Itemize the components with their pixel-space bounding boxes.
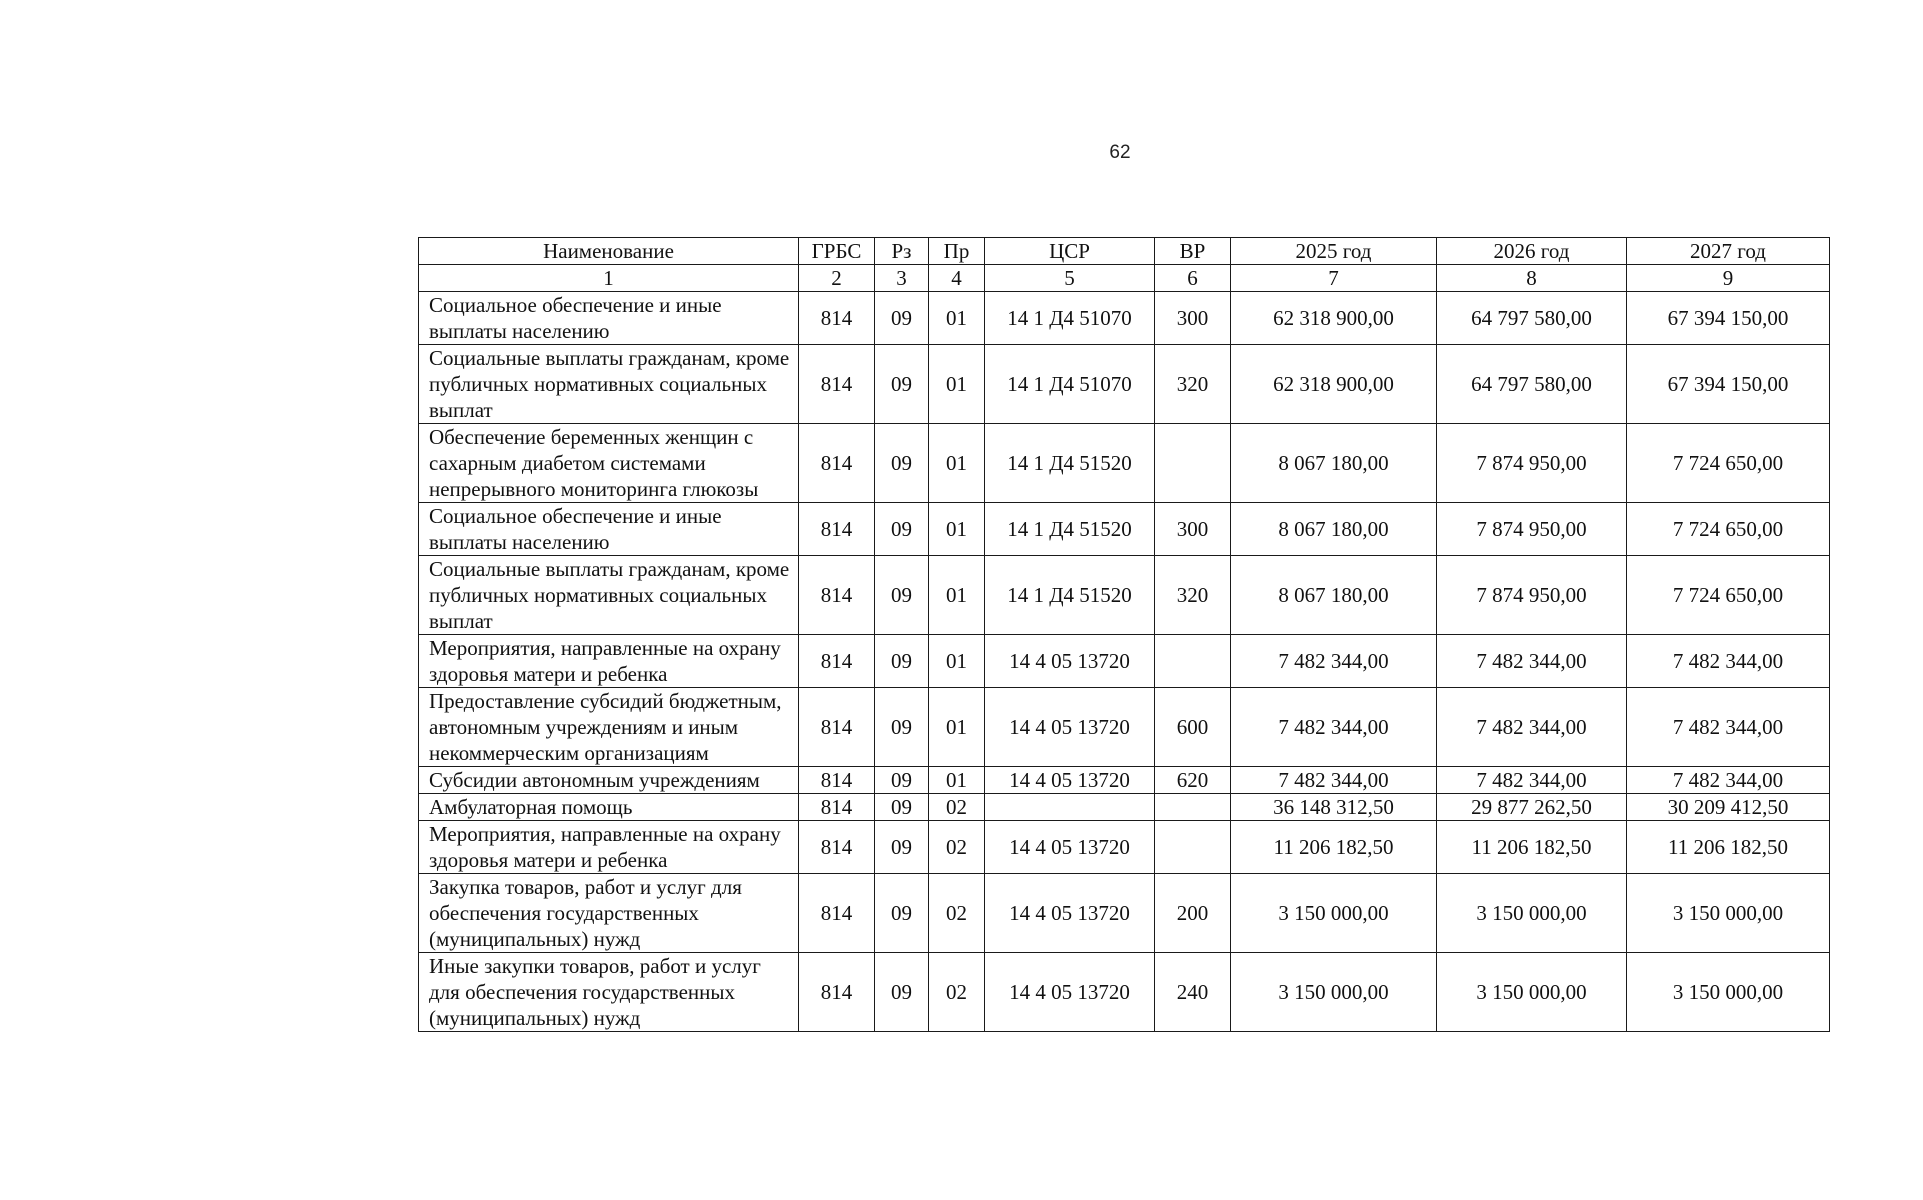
- cell-pr: 01: [929, 424, 985, 503]
- cell-amount-2027: 7 482 344,00: [1627, 688, 1830, 767]
- cell-grbs: 814: [799, 821, 875, 874]
- cell-vr: 320: [1155, 556, 1231, 635]
- cell-vr: [1155, 424, 1231, 503]
- cell-grbs: 814: [799, 874, 875, 953]
- cell-pr: 02: [929, 821, 985, 874]
- cell-amount-2026: 3 150 000,00: [1437, 874, 1627, 953]
- cell-vr: 240: [1155, 953, 1231, 1032]
- cell-vr: 600: [1155, 688, 1231, 767]
- header-cell-rz: Рз: [875, 238, 929, 265]
- column-number-row: [419, 265, 1830, 292]
- cell-rz: 09: [875, 767, 929, 794]
- cell-amount-2027: 3 150 000,00: [1627, 953, 1830, 1032]
- header-cell-vr: ВР: [1155, 238, 1231, 265]
- table-row: [419, 424, 1830, 503]
- column-number-cell: 3: [875, 265, 929, 292]
- cell-rz: 09: [875, 794, 929, 821]
- cell-name: Социальное обеспечение и иные выплаты населению: [419, 503, 799, 556]
- cell-amount-2026: 11 206 182,50: [1437, 821, 1627, 874]
- cell-csr: 14 1 Д4 51070: [985, 292, 1155, 345]
- table-row: [419, 953, 1830, 1032]
- cell-amount-2025: 3 150 000,00: [1231, 874, 1437, 953]
- cell-amount-2027: 7 482 344,00: [1627, 767, 1830, 794]
- cell-amount-2027: 7 482 344,00: [1627, 635, 1830, 688]
- cell-amount-2026: 7 482 344,00: [1437, 635, 1627, 688]
- cell-amount-2025: 7 482 344,00: [1231, 767, 1437, 794]
- column-number-cell: 5: [985, 265, 1155, 292]
- cell-rz: 09: [875, 874, 929, 953]
- cell-csr: 14 4 05 13720: [985, 635, 1155, 688]
- cell-amount-2027: 7 724 650,00: [1627, 556, 1830, 635]
- cell-csr: 14 1 Д4 51520: [985, 503, 1155, 556]
- cell-name: Мероприятия, направленные на охрану здоровья матери и ребенка: [419, 635, 799, 688]
- column-number-cell: 6: [1155, 265, 1231, 292]
- cell-csr: 14 4 05 13720: [985, 953, 1155, 1032]
- cell-grbs: 814: [799, 503, 875, 556]
- cell-grbs: 814: [799, 635, 875, 688]
- cell-amount-2026: 7 482 344,00: [1437, 767, 1627, 794]
- cell-rz: 09: [875, 345, 929, 424]
- cell-amount-2025: 3 150 000,00: [1231, 953, 1437, 1032]
- cell-csr: [985, 794, 1155, 821]
- cell-grbs: 814: [799, 424, 875, 503]
- cell-name: Обеспечение беременных женщин с сахарным диабетом системами непрерывного мониторинга глюкозы: [419, 424, 799, 503]
- header-cell-pr: Пр: [929, 238, 985, 265]
- cell-pr: 01: [929, 503, 985, 556]
- cell-amount-2027: 7 724 650,00: [1627, 424, 1830, 503]
- cell-rz: 09: [875, 688, 929, 767]
- cell-amount-2027: 3 150 000,00: [1627, 874, 1830, 953]
- cell-vr: [1155, 794, 1231, 821]
- header-cell-name: Наименование: [419, 238, 799, 265]
- table-row: [419, 874, 1830, 953]
- cell-grbs: 814: [799, 794, 875, 821]
- cell-csr: 14 4 05 13720: [985, 821, 1155, 874]
- cell-amount-2026: 7 874 950,00: [1437, 503, 1627, 556]
- column-number-cell: 8: [1437, 265, 1627, 292]
- cell-rz: 09: [875, 953, 929, 1032]
- column-number-cell: 4: [929, 265, 985, 292]
- cell-pr: 02: [929, 794, 985, 821]
- table-body: [419, 238, 1830, 1032]
- cell-pr: 01: [929, 556, 985, 635]
- cell-amount-2026: 7 874 950,00: [1437, 424, 1627, 503]
- cell-vr: 200: [1155, 874, 1231, 953]
- cell-grbs: 814: [799, 292, 875, 345]
- cell-pr: 01: [929, 635, 985, 688]
- column-number-cell: 1: [419, 265, 799, 292]
- table-row: [419, 767, 1830, 794]
- cell-vr: [1155, 821, 1231, 874]
- cell-amount-2026: 7 482 344,00: [1437, 688, 1627, 767]
- cell-amount-2027: 11 206 182,50: [1627, 821, 1830, 874]
- cell-vr: 300: [1155, 292, 1231, 345]
- cell-grbs: 814: [799, 953, 875, 1032]
- cell-csr: 14 1 Д4 51520: [985, 556, 1155, 635]
- cell-amount-2026: 3 150 000,00: [1437, 953, 1627, 1032]
- cell-amount-2025: 8 067 180,00: [1231, 503, 1437, 556]
- cell-amount-2025: 7 482 344,00: [1231, 635, 1437, 688]
- cell-amount-2026: 64 797 580,00: [1437, 345, 1627, 424]
- cell-amount-2027: 7 724 650,00: [1627, 503, 1830, 556]
- cell-amount-2027: 30 209 412,50: [1627, 794, 1830, 821]
- budget-table: [418, 237, 1830, 1032]
- table-row: [419, 556, 1830, 635]
- cell-vr: 320: [1155, 345, 1231, 424]
- cell-rz: 09: [875, 424, 929, 503]
- column-number-cell: 7: [1231, 265, 1437, 292]
- cell-name: Субсидии автономным учреждениям: [419, 767, 799, 794]
- cell-name: Мероприятия, направленные на охрану здоровья матери и ребенка: [419, 821, 799, 874]
- cell-csr: 14 1 Д4 51070: [985, 345, 1155, 424]
- header-cell-grbs: ГРБС: [799, 238, 875, 265]
- cell-amount-2025: 62 318 900,00: [1231, 292, 1437, 345]
- cell-name: Закупка товаров, работ и услуг для обеспечения государственных (муниципальных) нужд: [419, 874, 799, 953]
- header-cell-2025: 2025 год: [1231, 238, 1437, 265]
- cell-grbs: 814: [799, 688, 875, 767]
- table-row: [419, 794, 1830, 821]
- column-number-cell: 2: [799, 265, 875, 292]
- cell-amount-2027: 67 394 150,00: [1627, 292, 1830, 345]
- cell-grbs: 814: [799, 345, 875, 424]
- table-row: [419, 635, 1830, 688]
- cell-csr: 14 1 Д4 51520: [985, 424, 1155, 503]
- cell-rz: 09: [875, 635, 929, 688]
- cell-amount-2026: 7 874 950,00: [1437, 556, 1627, 635]
- cell-csr: 14 4 05 13720: [985, 688, 1155, 767]
- cell-vr: 300: [1155, 503, 1231, 556]
- cell-csr: 14 4 05 13720: [985, 874, 1155, 953]
- cell-pr: 02: [929, 953, 985, 1032]
- cell-grbs: 814: [799, 556, 875, 635]
- cell-amount-2025: 7 482 344,00: [1231, 688, 1437, 767]
- cell-name: Иные закупки товаров, работ и услуг для обеспечения государственных (муниципальных) нужд: [419, 953, 799, 1032]
- cell-amount-2025: 62 318 900,00: [1231, 345, 1437, 424]
- cell-amount-2025: 8 067 180,00: [1231, 556, 1437, 635]
- table-row: [419, 688, 1830, 767]
- cell-amount-2026: 64 797 580,00: [1437, 292, 1627, 345]
- cell-name: Предоставление субсидий бюджетным, автономным учреждениям и иным некоммерческим организациям: [419, 688, 799, 767]
- cell-vr: 620: [1155, 767, 1231, 794]
- table-row: [419, 345, 1830, 424]
- cell-vr: [1155, 635, 1231, 688]
- cell-pr: 01: [929, 688, 985, 767]
- column-number-cell: 9: [1627, 265, 1830, 292]
- table-row: [419, 503, 1830, 556]
- cell-pr: 01: [929, 767, 985, 794]
- header-row: [419, 238, 1830, 265]
- cell-amount-2027: 67 394 150,00: [1627, 345, 1830, 424]
- cell-amount-2025: 36 148 312,50: [1231, 794, 1437, 821]
- page-number: 62: [1109, 142, 1131, 163]
- header-cell-2026: 2026 год: [1437, 238, 1627, 265]
- cell-rz: 09: [875, 292, 929, 345]
- cell-name: Социальные выплаты гражданам, кроме публичных нормативных социальных выплат: [419, 345, 799, 424]
- cell-rz: 09: [875, 503, 929, 556]
- cell-name: Амбулаторная помощь: [419, 794, 799, 821]
- cell-amount-2026: 29 877 262,50: [1437, 794, 1627, 821]
- cell-pr: 02: [929, 874, 985, 953]
- header-cell-2027: 2027 год: [1627, 238, 1830, 265]
- cell-amount-2025: 8 067 180,00: [1231, 424, 1437, 503]
- header-cell-csr: ЦСР: [985, 238, 1155, 265]
- cell-pr: 01: [929, 345, 985, 424]
- cell-name: Социальные выплаты гражданам, кроме публичных нормативных социальных выплат: [419, 556, 799, 635]
- cell-name: Социальное обеспечение и иные выплаты населению: [419, 292, 799, 345]
- cell-rz: 09: [875, 556, 929, 635]
- cell-csr: 14 4 05 13720: [985, 767, 1155, 794]
- cell-pr: 01: [929, 292, 985, 345]
- table-row: [419, 292, 1830, 345]
- cell-grbs: 814: [799, 767, 875, 794]
- cell-amount-2025: 11 206 182,50: [1231, 821, 1437, 874]
- cell-rz: 09: [875, 821, 929, 874]
- table-row: [419, 821, 1830, 874]
